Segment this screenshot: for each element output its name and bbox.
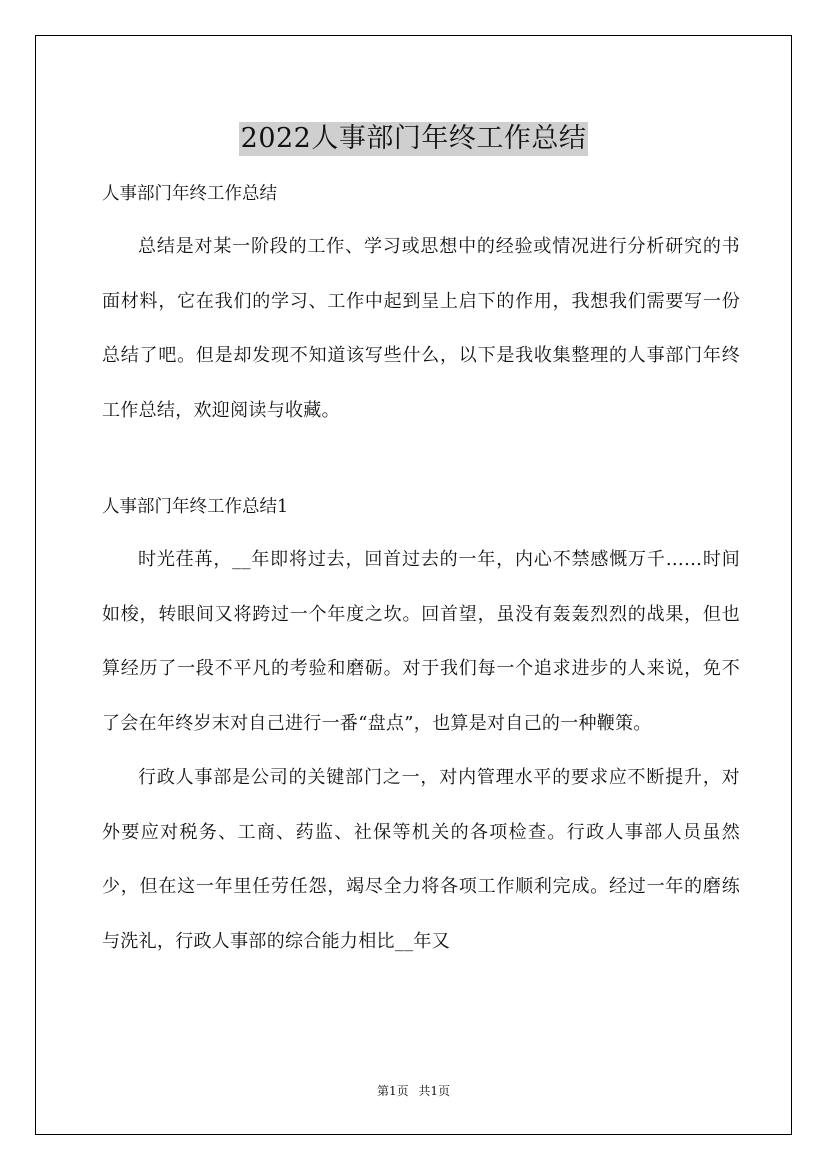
- document-subtitle: 人事部门年终工作总结: [102, 184, 277, 204]
- document-title: 2022人事部门年终工作总结: [240, 123, 587, 155]
- document-body: [102, 178, 740, 969]
- section1-paragraph-1: 时光荏苒，__年即将过去，回首过去的一年，内心不禁感慨万千……时间如梭，转眼间又将跨过一个年度之坎。回首望，虽没有轰轰烈烈的战果，但也算经历了一段不平凡的考验和磨砺。对于我们每一个追求进步的人来说，免不了会在年终岁末对自己进行一番“盘点”，也算是对自己的一种鞭策。: [102, 549, 740, 734]
- section1-heading: 人事部门年终工作总结1: [102, 497, 289, 517]
- title-container: [0, 104, 827, 174]
- section1-paragraph-2: 行政人事部是公司的关键部门之一，对内管理水平的要求应不断提升，对外要应对税务、工商、药监、社保等机关的各项检查。行政人事部人员虽然少，但在这一年里任劳任怨，竭尽全力将各项工作顺利完成。经过一年的磨练与洗礼，行政人事部的综合能力相比__年又: [102, 767, 740, 952]
- intro-paragraph: 总结是对某一阶段的工作、学习或思想中的经验或情况进行分析研究的书面材料，它在我们的学习、工作中起到呈上启下的作用，我想我们需要写一份总结了吧。但是却发现不知道该写些什么，以下是我收集整理的人事部门年终工作总结，欢迎阅读与收藏。: [102, 236, 740, 421]
- page-total: 共1页: [418, 1084, 451, 1098]
- page-number: 第1页: [376, 1084, 409, 1098]
- page-footer: [0, 1083, 827, 1099]
